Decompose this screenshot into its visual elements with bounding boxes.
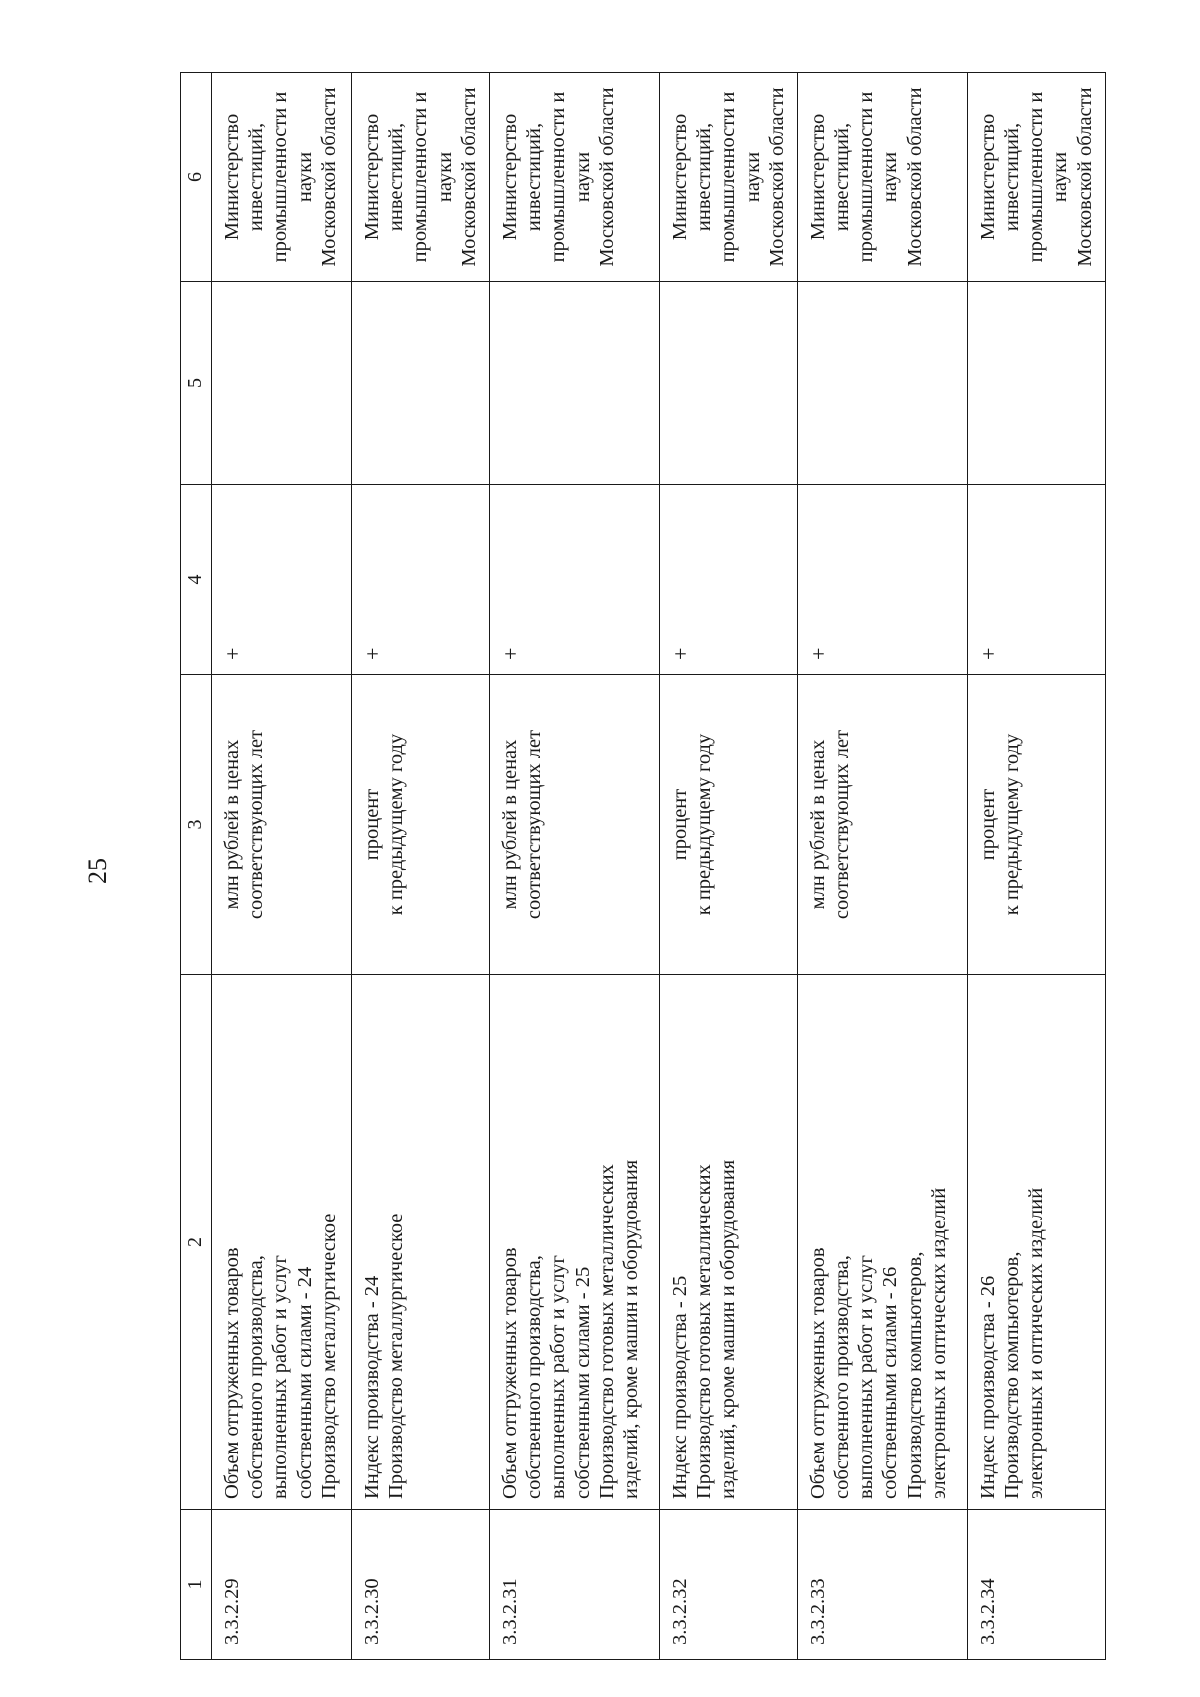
row-code-cell (212, 1510, 352, 1660)
unit-line: к предыдущему году (693, 733, 716, 916)
unit-line: соответствующих лет (831, 729, 854, 920)
responsible-line: Московской области (1073, 87, 1096, 267)
indicator-line: собственного производства, (831, 1255, 854, 1499)
responsible-line: Министерство инвестиций, (806, 113, 854, 241)
indicator-cell (967, 975, 1105, 1510)
indicator-line: электронных и оптических изделий (1025, 1187, 1048, 1499)
responsible-cell (212, 73, 352, 282)
page-number: 25 (83, 858, 112, 884)
row-code-cell (967, 1510, 1105, 1660)
responsible-line: Министерство инвестиций, (498, 113, 546, 241)
row-code: 3.3.2.32 (668, 1578, 691, 1645)
plus-mark: + (667, 647, 693, 660)
unit-cell (967, 675, 1105, 975)
indicator-line: Индекс производства - 25 (668, 1275, 691, 1499)
indicators-table (180, 72, 1106, 1660)
responsible-line: промышленности и науки (717, 91, 764, 263)
unit-line: млн рублей в ценах (498, 739, 521, 910)
table-row (212, 73, 352, 1660)
row-code-cell (352, 1510, 490, 1660)
row-code-cell (659, 1510, 797, 1660)
table-row (797, 73, 967, 1660)
unit-line: соответствующих лет (245, 729, 268, 920)
indicator-cell (797, 975, 967, 1510)
mark-cell (967, 485, 1105, 675)
table-row (967, 73, 1105, 1660)
row-code: 3.3.2.31 (498, 1578, 521, 1645)
responsible-line: Московской области (457, 87, 480, 267)
indicator-line: Производство металлургическое (317, 1213, 340, 1499)
unit-line: процент (361, 788, 383, 861)
mark-cell (797, 485, 967, 675)
indicator-cell (212, 975, 352, 1510)
indicator-line: выполненных работ и услуг (855, 1255, 878, 1499)
row-code-cell (489, 1510, 659, 1660)
indicator-line: выполненных работ и услуг (269, 1255, 292, 1499)
column-header-3: 3 (181, 675, 212, 975)
responsible-cell (967, 73, 1105, 282)
column-5-cell (967, 282, 1105, 485)
row-code-cell (797, 1510, 967, 1660)
unit-line: процент (668, 788, 691, 861)
indicator-line: Объем отгруженных товаров (221, 1247, 243, 1499)
responsible-line: промышленности и науки (1025, 91, 1072, 263)
responsible-line: промышленности и науки (855, 91, 902, 263)
responsible-line: промышленности и науки (547, 91, 594, 263)
indicator-line: Производство металлургическое (385, 1213, 408, 1499)
indicator-line: электронных и оптических изделий (927, 1187, 950, 1499)
table-row (352, 73, 490, 1660)
plus-mark: + (360, 647, 385, 660)
responsible-line: Московской области (595, 87, 618, 267)
indicator-line: собственного производства, (523, 1255, 546, 1499)
unit-line: к предыдущему году (385, 733, 408, 916)
unit-line: процент (976, 788, 999, 861)
column-header-4: 4 (181, 485, 212, 675)
indicator-line: Объем отгруженных товаров (498, 1247, 521, 1499)
column-5-cell (797, 282, 967, 485)
mark-cell (489, 485, 659, 675)
unit-cell (352, 675, 490, 975)
column-header-6: 6 (181, 73, 212, 282)
plus-mark: + (497, 647, 523, 660)
indicator-line: Производство готовых металлических (693, 1164, 716, 1499)
plus-mark: + (220, 647, 245, 660)
indicator-line: собственного производства, (245, 1255, 268, 1499)
indicator-line: изделий, кроме машин и оборудования (717, 1159, 740, 1499)
mark-cell (352, 485, 490, 675)
indicator-line: выполненных работ и услуг (547, 1255, 570, 1499)
responsible-cell (659, 73, 797, 282)
table-row (659, 73, 797, 1660)
indicator-line: Производство компьютеров, (1001, 1251, 1024, 1499)
responsible-line: Московской области (903, 87, 926, 267)
column-5-cell (212, 282, 352, 485)
unit-line: млн рублей в ценах (806, 739, 829, 910)
indicator-line: Производство компьютеров, (903, 1251, 926, 1499)
indicator-line: собственными силами - 24 (293, 1266, 316, 1499)
table-body (212, 73, 1106, 1660)
column-5-cell (489, 282, 659, 485)
unit-cell (212, 675, 352, 975)
column-header-2: 2 (181, 975, 212, 1510)
plus-mark: + (975, 647, 1001, 660)
indicator-cell (659, 975, 797, 1510)
column-header-5: 5 (181, 282, 212, 485)
unit-cell (489, 675, 659, 975)
column-header-1: 1 (181, 1510, 212, 1660)
column-5-cell (659, 282, 797, 485)
row-code: 3.3.2.30 (361, 1578, 383, 1645)
responsible-line: Министерство инвестиций, (221, 113, 268, 241)
responsible-cell (489, 73, 659, 282)
indicator-cell (352, 975, 490, 1510)
unit-cell (659, 675, 797, 975)
indicator-cell (489, 975, 659, 1510)
indicator-line: изделий, кроме машин и оборудования (619, 1159, 642, 1499)
responsible-cell (352, 73, 490, 282)
rotated-table-wrapper (180, 73, 1096, 1660)
indicator-line: собственными силами - 25 (571, 1266, 594, 1499)
indicator-line: Объем отгруженных товаров (806, 1247, 829, 1499)
unit-line: соответствующих лет (523, 729, 546, 920)
header-row (181, 73, 212, 1660)
responsible-line: Московской области (765, 87, 788, 267)
indicator-line: Производство готовых металлических (595, 1164, 618, 1499)
responsible-line: промышленности и науки (269, 91, 316, 263)
indicator-line: собственными силами - 26 (879, 1266, 902, 1499)
responsible-line: Министерство инвестиций, (361, 113, 408, 241)
indicator-line: Индекс производства - 24 (361, 1275, 383, 1499)
row-code: 3.3.2.34 (976, 1578, 999, 1645)
mark-cell (659, 485, 797, 675)
row-code: 3.3.2.33 (806, 1578, 829, 1645)
responsible-line: Московской области (317, 87, 340, 267)
row-code: 3.3.2.29 (221, 1578, 243, 1645)
responsible-line: Министерство инвестиций, (668, 113, 716, 241)
responsible-line: промышленности и науки (409, 91, 456, 263)
table-row (489, 73, 659, 1660)
responsible-line: Министерство инвестиций, (976, 113, 1024, 241)
unit-line: млн рублей в ценах (221, 739, 243, 910)
indicator-line: Индекс производства - 26 (976, 1275, 999, 1499)
responsible-cell (797, 73, 967, 282)
unit-cell (797, 675, 967, 975)
column-5-cell (352, 282, 490, 485)
unit-line: к предыдущему году (1001, 733, 1024, 916)
plus-mark: + (805, 647, 831, 660)
mark-cell (212, 485, 352, 675)
